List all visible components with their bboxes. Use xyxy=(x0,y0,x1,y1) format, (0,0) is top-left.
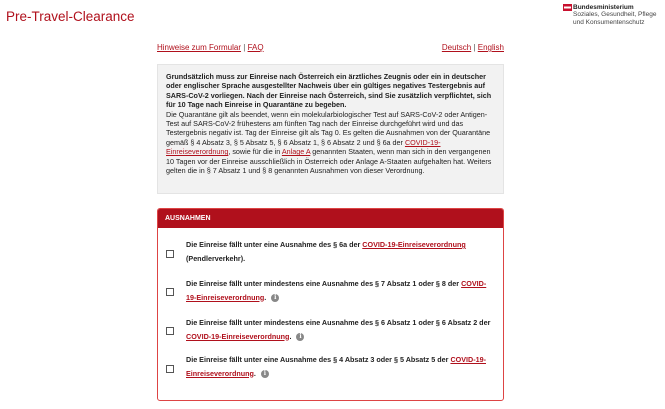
info-icon[interactable]: i xyxy=(296,333,304,341)
info-body-part-1: Die Quarantäne gilt als beendet, wenn ein molekularbiologischer Test auf SARS-CoV-2 oder Antigen-Test auf SARS-CoV-2 frühestens am fünften Tag nach der Einreise durchgeführt wird und das Testergebnis negativ ist. Tag der Einreise gilt als Tag 0. Es gelten die Ausnahmen von der Quarantäne gemäß § 4 Absatz 3, § 5 Absatz 5, § 6 Absatz 1, § 6 Absatz 2 und § 6a der xyxy=(166,109,491,147)
language-english-link[interactable]: English xyxy=(477,43,504,52)
exception-regulation-link[interactable]: COVID-19-Einreiseverordnung xyxy=(362,240,466,249)
exception-checkbox[interactable] xyxy=(166,365,174,373)
app-title: Pre-Travel-Clearance xyxy=(6,9,135,24)
exception-text-pre: Die Einreise fällt unter eine Ausnahme des § 6a der xyxy=(186,240,363,249)
faq-link[interactable]: FAQ xyxy=(247,43,264,52)
logo-ministry: Bundesministerium xyxy=(573,4,634,11)
exception-text xyxy=(186,353,491,380)
exception-checkbox[interactable] xyxy=(166,288,174,296)
form-hints-link[interactable]: Hinweise zum Formular xyxy=(157,43,242,52)
exception-text xyxy=(186,238,491,265)
logo-line-1: Soziales, Gesundheit, Pflege xyxy=(573,11,657,18)
exception-text-pre: Die Einreise fällt unter mindestens eine Ausnahme des § 6 Absatz 1 oder § 6 Absatz 2 der xyxy=(186,318,491,327)
exception-text-post: . xyxy=(264,292,267,302)
language-deutsch-link[interactable]: Deutsch xyxy=(441,43,472,52)
exception-text xyxy=(186,277,491,304)
logo-subtitle xyxy=(573,11,656,27)
exception-checkbox[interactable] xyxy=(166,250,174,258)
info-body-part-3: genannten Staaten, wenn man sich in den vergangenen 10 Tagen vor der Einreise ausschließlich in Österreich oder Anlage A-Staaten aufgehalten hat. Weiters gelten die in § 7 Absatz 1 und § 8 genannten Ausnahmen von dieser Verordnung. xyxy=(166,147,492,176)
info-lead-text: Grundsätzlich muss zur Einreise nach Österreich ein ärztliches Zeugnis oder ein in deutscher oder englischer Sprache ausgestellter Nachweis über ein gültiges negatives Testergebnis auf SARS-CoV-2 vorliegen. Nach der Einreise nach Österreich, sind Sie zusätzlich verpflichtet, sich für 10 Tage nach Einreise in Quarantäne zu begeben. xyxy=(166,72,492,110)
language-links xyxy=(442,43,504,52)
link-separator: | xyxy=(241,43,248,52)
info-box xyxy=(157,64,504,194)
language-separator: | xyxy=(471,43,478,52)
exception-text-pre: Die Einreise fällt unter mindestens eine Ausnahme des § 7 Absatz 1 oder § 8 der xyxy=(186,279,462,288)
exception-regulation-link[interactable]: COVID-19-Einreiseverordnung xyxy=(186,331,290,341)
exception-checkbox[interactable] xyxy=(166,327,174,335)
info-icon[interactable]: i xyxy=(271,294,279,302)
einreiseverordnung-link[interactable]: COVID-19-Einreiseverordnung xyxy=(166,137,441,157)
exception-text-post: . xyxy=(253,368,256,378)
exception-text-post: (Pendlerverkehr). xyxy=(186,253,246,263)
exception-text xyxy=(186,316,491,343)
info-body-text xyxy=(166,110,495,176)
exception-text-post: . xyxy=(289,331,292,341)
exception-regulation-link[interactable]: COVID-19-Einreiseverordnung xyxy=(186,279,487,302)
ministry-logo[interactable] xyxy=(564,3,664,29)
info-body-part-2: , sowie für die in xyxy=(228,147,282,157)
help-links xyxy=(157,43,264,52)
exceptions-panel xyxy=(157,208,504,401)
austria-flag-icon xyxy=(564,5,571,10)
exceptions-header: AUSNAHMEN xyxy=(158,209,503,228)
exception-regulation-link[interactable]: COVID-19-Einreiseverordnung xyxy=(186,355,486,378)
info-icon[interactable]: i xyxy=(261,370,269,378)
logo-line-2: und Konsumentenschutz xyxy=(573,19,645,26)
anlage-a-link[interactable]: Anlage A xyxy=(281,147,311,157)
exception-text-pre: Die Einreise fällt unter eine Ausnahme des § 4 Absatz 3 oder § 5 Absatz 5 der xyxy=(186,355,451,364)
